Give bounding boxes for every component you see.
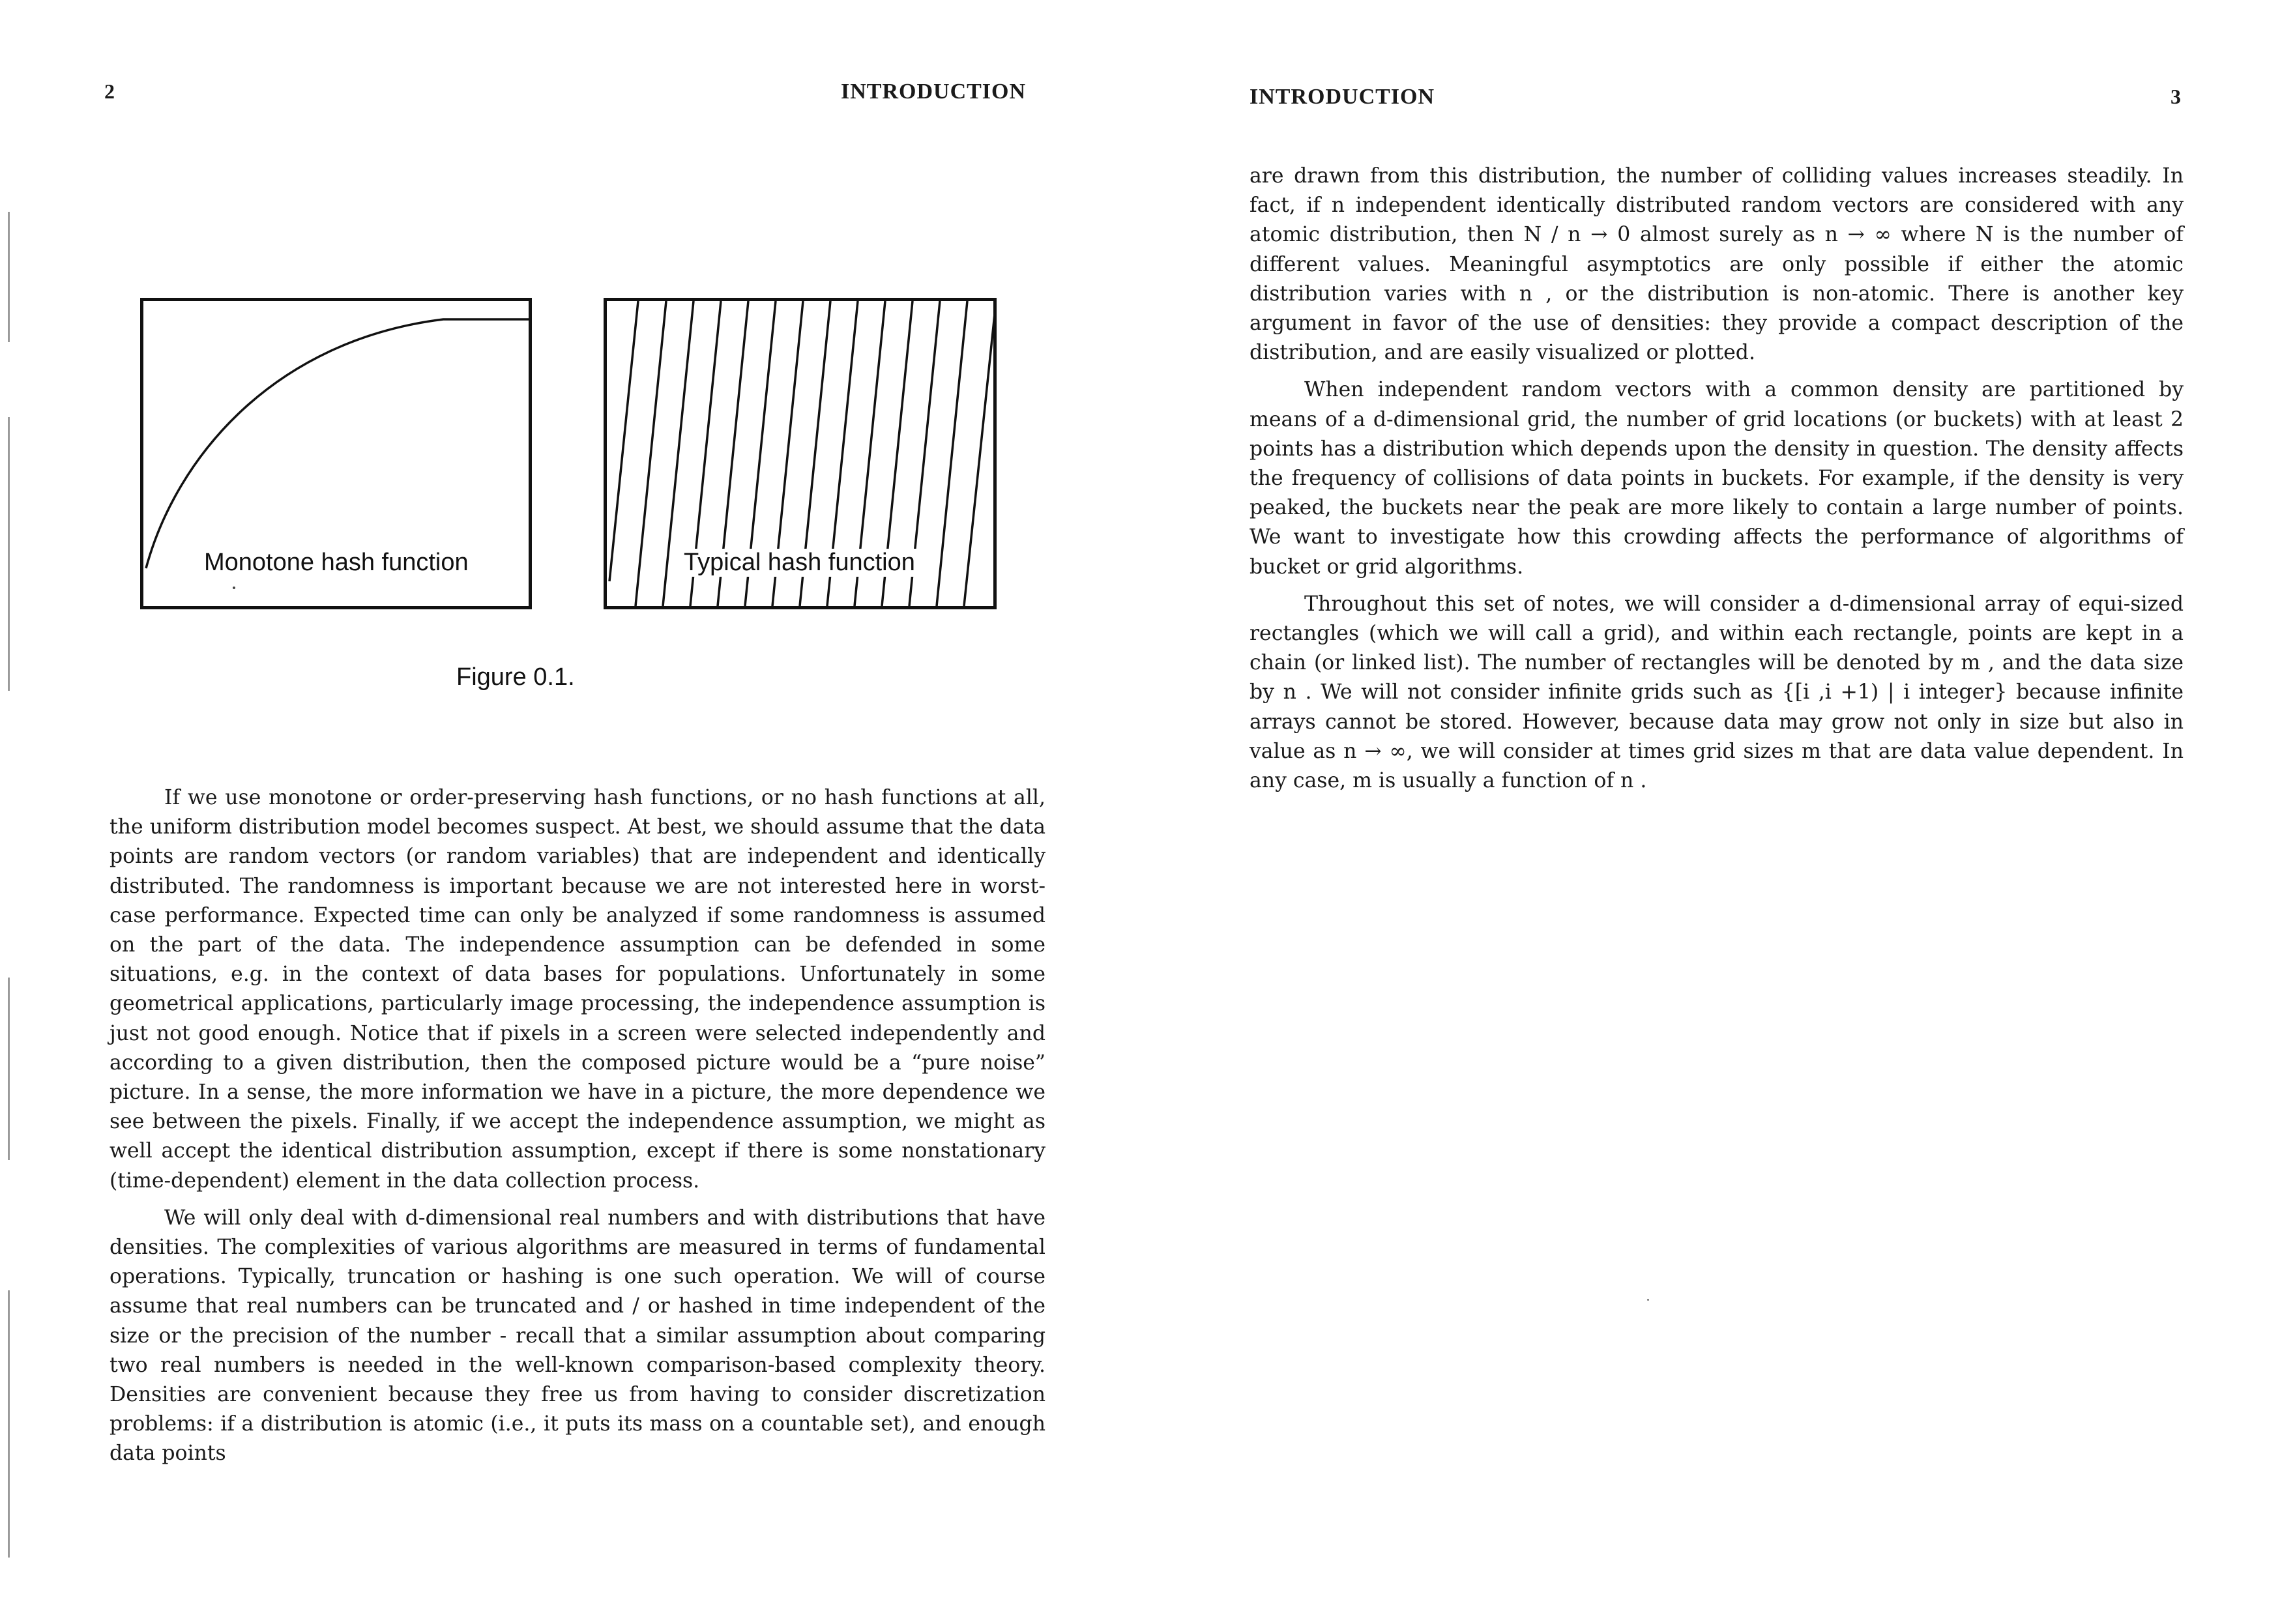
paragraph: Throughout this set of notes, we will consider a d-dimensional array of equi-sized rectangles (which we will call a grid), and within each rectangle, points are kept in a chain (or linked list). The number of rectangles will be denoted by m , and the data size by n . We will not consider infinite grids such as {[i ,i +1) | i integer} because infinite arrays cannot be stored. However, because data may grow not only in size but also in value as n → ∞, we will consider at times grid sizes m that are data value dependent. In any case, m is usually a function of n . [1250,592,2184,793]
scan-margin-mark [8,417,10,691]
scan-margin-mark [8,978,10,1160]
right-page-body [1250,162,2184,796]
running-head-right: INTRODUCTION [1250,85,1435,109]
paragraph: We will only deal with d-dimensional real numbers and with distributions that have densities. The complexities of various algorithms are measured in terms of fundamental operations. Typically, truncation or hashing is one such operation. We will of course assume that real numbers can be truncated and / or hashed in time independent of the size or the precision of the number - recall that a similar assumption about comparing two real numbers is needed in the well-known comparison-based complexity theory. Densities are convenient because they free us from having to consider discretization problems: if a distribution is atomic (i.e., it puts its mass on a countable set), and enough data points [110,1206,1045,1466]
typical-hash-figure [604,298,997,609]
scan-speck [1647,1299,1649,1301]
running-head-left: INTRODUCTION [841,80,1027,104]
paragraph: If we use monotone or order-preserving hash functions, or no hash functions at all, the uniform distribution model becomes suspect. At best, we should assume that the data points are random vectors (or random variables) that are independent and identically distributed. The randomness is important because we are not interested here in worst-case performance. Expected time can only be analyzed if some randomness is assumed on the part of the data. The independence assumption can be defended in some situations, e.g. in the context of data bases for populations. Unfortunately in some geometrical applications, particularly image processing, the independence assumption is just not good enough. Notice that if pixels in a screen were selected independently and according to a given distribution, then the composed picture would be a “pure noise” picture. In a sense, the more information we have in a picture, the more dependence we see between the pixels. Finally, if we accept the independence assumption, we might as well accept the identical distribution assumption, except if there is some nonstationary (time-dependent) element in the data collection process. [110,786,1045,1193]
left-page-body [110,783,1045,1469]
right-page [1147,0,2295,1624]
figure-caption: Figure 0.1. [456,663,575,691]
scan-margin-mark [8,1290,10,1558]
paragraph: are drawn from this distribution, the number of colliding values increases steadily. In fact, if n independent identically distributed random vectors are considered with any atomic distribution, then N / n → 0 almost surely as n → ∞ where N is the number of different values. Meaningful asymptotics are only possible if either the atomic distribution varies with n , or the distribution is non-atomic. There is another key argument in favor of the use of densities: they provide a compact description of the distribution, and are easily visualized or plotted. [1250,164,2184,365]
paragraph: When independent random vectors with a common density are partitioned by means of a d-dimensional grid, the number of grid locations (or buckets) with at least 2 points has a distribution which depends upon the density in question. The density affects the frequency of collisions of data points in buckets. For example, if the density is very peaked, the buckets near the peak are more likely to contain a large number of points. We want to investigate how this crowding affects the performance of algorithms of bucket or grid algorithms. [1250,378,2184,579]
scan-speck [233,587,235,589]
monotone-hash-label: Monotone hash function [204,549,469,576]
typical-hash-label: Typical hash function [679,549,920,577]
page-number-left: 2 [104,80,115,103]
scan-margin-mark [8,212,10,342]
page-number-right: 3 [2171,85,2181,108]
left-page [0,0,1147,1624]
monotone-hash-figure [140,298,532,609]
